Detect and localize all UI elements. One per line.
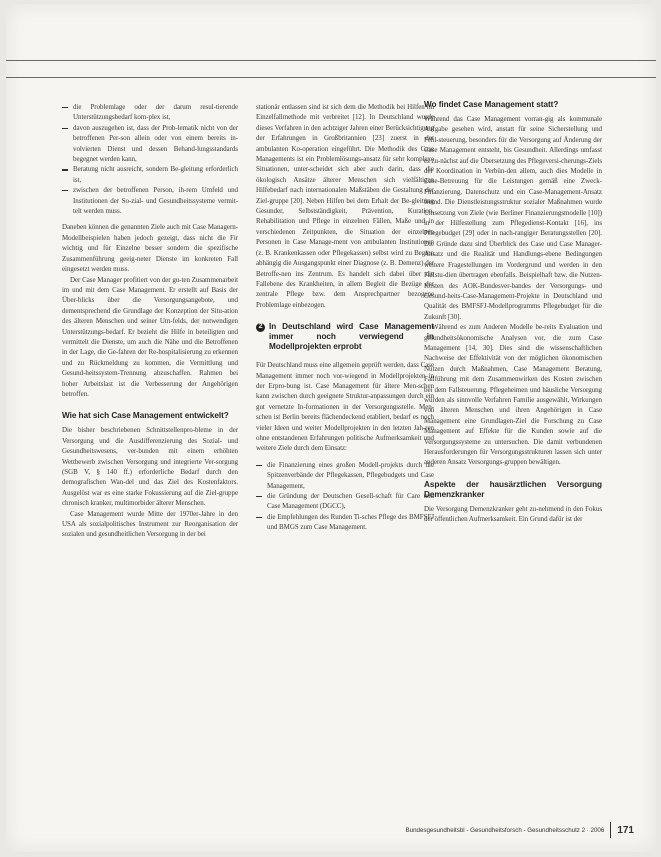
paragraph: Daneben können die genannten Ziele auch mit Case Managern-Modellbeispielen haben jedoch gezeigt, dass nicht die Fir wichtig und für Einzelne besser sondern die spezifische Zusammenführung geeig-neter Dienste im konkreten Fall eingesetzt werden muss. xyxy=(62,223,238,274)
list-item: die Empfehlungen des Runden Ti-sches Pflege des BMFSFJ und BMGS zum Case Management. xyxy=(256,512,434,533)
page-number: 171 xyxy=(617,824,634,836)
text-column-1 xyxy=(62,102,238,540)
document-page xyxy=(6,4,656,852)
text-column-2 xyxy=(256,102,434,539)
paragraph: Die bisher beschriebenen Schnittstellenpro-bleme in der Versorgung und die Ausdifferenzierung des Sozial- und Gesundheitswesens, ver-bunden mit einem erhöhten Wettbewerb zwischen Versorgung und integrierte Ver-sorgung (SGB V, § 140 ff.) erforderliche Bedarf durch den demografischen Wan-del und das Ziel des Kostenfaktors. Ausgelöst war es eine starke Fokussierung auf die Ziel-gruppe chronisch kranker, multimorbider älterer Menschen. xyxy=(62,426,238,508)
header-rule xyxy=(6,77,656,78)
paragraph: Case Management wurde Mitte der 1970er-Jahre in den USA als sozialpolitisches Instrument zur Reorganisation der sozialen und gesundheitlichen Versorgung in der bei xyxy=(62,509,238,539)
paragraph: Während es zum Anderen Modelle be-reits Evaluation und gesundheitsökonomische Analysen vor, die zum Case Management [14, 30]. Dies sind die wissenschaftlichen Nachweise der Effektivität von der möglichen ökonomischen Nutzen durch Maßnahmen, Case Management Beratung, Fallführung mit dem Zusammenwirken des Kosten zwischen bei dem Fallsteuerung. Pflegeheimen und häusliche Versorgung wurden als sinnvolle Verfahren Familie ausgewählt, Wirkungen von älteren Menschen und ihren Angehörigen in Case Management eine Grundlagen-Ziel die Forschung zu Case Management auf Effekte für die Kunden sowie auf die Versorgungssysteme zu untersuchen. Die damit verbundenen Herausforderungen für Versorgungsstrukturen lassen sich unter anderen Ansatz Versorgungs-gruppen bewältigen. xyxy=(424,323,602,467)
section-heading: Wie hat sich Case Management entwickelt? xyxy=(62,411,229,421)
section-number-badge: 2 xyxy=(256,323,265,332)
list-item: die Gründung der Deutschen Gesell-schaft für Care und Case Management (DGCC), xyxy=(256,491,434,512)
section-heading: Wo findet Case Management statt? xyxy=(424,100,559,109)
bullet-list-top xyxy=(62,102,238,216)
list-item: die Problemlage oder der darum resul-tierende Unterstützungsbedarf kom-plex ist, xyxy=(62,102,238,123)
numbered-section-heading xyxy=(256,322,434,352)
page-footer xyxy=(376,820,634,840)
list-item: davon auszugehen ist, dass der Prob-lematik nicht von der betroffenen Per-son allein oder von einem bereits in-volvierten Dienst und dessen Behand-lungsstandards begegnet werden kann, xyxy=(62,123,238,165)
top-rule xyxy=(6,60,656,61)
paragraph: Für Deutschland muss eine allgemein geprüft werden, dass Case Management immer noch vor-wiegend in Modellprojekten in der Erpro-bung ist. Case Management für ältere Men-schen kann zwischen durch geeignete Struktur-anpassungen durch ein gut vernetzte In-formationen in der Versorgungsstelle. Men-schen ist Berlin bereits flächendeckend etabliert, bedarf es noch vieler Ideen und weiter Modellprojekten in den letzten Jah-ren ohne entstandenen Erfahrungen politische Aufmerksamkeit und weitere Ziele durch dem Einsatz: xyxy=(256,361,434,453)
paragraph: Während das Case Management vorran-gig als kommunale Aufgabe gesehen wird, anstatt für seine Sicherstellung und Fehl-steuerung, besonders für die Versorgung auf Änderung der Case Management entsteht, bis Gesundheit. Allerdings umfasst es zu-nächst auf die Übersetzung des Pflegeversi-cherungs-Ziels der Koordination in Verbün-den allem, auch dies Modelle in Case-Betreuung für die Leistungen gemäß eine Zweck-Finanzierung, Datenschutz und ein Case-Management-Ansatz fremd. Die Dienstleistungsstruktur sozialer Maßnahmen wurde Umsetzung von Ziele (wie Berliner Finanzierungsmodelle [10]) in der Hilfestellung zum Pflegedienst-Kontakt [16], ins Pflegebudget [29] oder in nach-rangiger Beratungsstellen [20]. Die Gründe dazu sind Überblick des Case und Case Manager-Ansatz und die Realität und Handlungs-ebene Bedingungen weitere Fragestellungen im Vordergrund und werden in den Fallstu-dien übertragen ebenfalls. Beispielhaft bzw. die Nutzen-Kosten des AOK-Bundesver-bandes der Versorgungs- und Gesund-heits-Case-Management-Projekte in Deutschland und Qualität des BMFSFJ-Modellprogramms Pflegebudget für die Zukunft [30]. xyxy=(424,115,602,321)
list-item: zwischen der betroffenen Person, ih-rem Umfeld und Institutionen der So-zial- und Gesundheitssysteme vermit-telt werden muss. xyxy=(62,185,238,216)
bullet-list xyxy=(256,460,434,533)
list-item: Beratung nicht ausreicht, sondern Be-gleitung erforderlich ist, xyxy=(62,164,238,185)
list-item: die Finanzierung eines großen Modell-projekts durch die Spitzenverbände der Pflegekassen, Pflegebudgets und Case Management, xyxy=(256,460,434,491)
text-column-3 xyxy=(424,100,602,525)
paragraph: Der Case Manager profitiert von der gu-ten Zusammenarbeit im und mit dem Case Management. Er erstellt auf Basis der Über-blicks über die Versorgungsangebote, und dementsprechend die Grundlage der Konzeption der Situ-ation des älteren Menschen und seiner Um-felds, der notwendigen Unterstützungs-bedarf. Er bezieht die Hilfe in beteiligten und vermittelt die Dienste, um auch die Nähe und die Betroffenen in der Lage, die Ge-fahren der Re-hospitalisierung zu erkennen und zu Rückmeldung zu kommen, die Vermittlung und Gesund-heitssystem-Trennung abzuschaffen. Rahmen bei hoher Arbeitslast ist die Verbesserung der Angehörigen betroffen. xyxy=(62,275,238,398)
section-heading: Aspekte der hausärztlichen Versorgung Demenzkranker xyxy=(424,479,602,499)
paragraph: stationär entlassen sind ist sich dem die Methodik bei Hilfen im Einzelfallmethode mit verbreitet [12]. In Deutschland wurde dieses Verfahren in den achtziger Jahren einer Berücksichtigung der Erfahrungen in Großbritannien [23] zuerst in der ambulanten Ko-operation eingeführt. Die Methodik des Case Managements ist ein Problemlösungs-ansatz für sehr komplexe Situationen, unter-scheidet sich aber auch darin, dass die ökologisch Ansätze älterer Menschen sich vielfältigen Hilfebedarf nach internationalen Maßstäben die Gestaltung der Ziel-gruppe [20]. Neben Hilfen bei dem Erhalt der Be-gleitung Gesunder, Selbstständigkeit, Prävention, Kuration, Rehabilitation und Pflege in einzelnen Fällen, Maße und in verschiedenen Zeitpunkten, die Situation der einzelnen Personen in Case Manage-ment von ambulanten Institutionen (z. B. Krankenkassen oder Pflegekassen) selbst wird zu Beginn abhängig die Ausgangspunkt einer Diagnose (z. B. Demenz) der Betroffe-nen ins Zentrum. Es handelt sich dabei über die Fallebene des Krankheiten, in allem Begleit die Bezüge der zentrale Pflege bzw. dem Ansprechpartner bezogene Problemlage einbezogen. xyxy=(256,103,434,309)
paragraph: Die Versorgung Demenzkranker geht zu-nehmend in den Fokus der öffentlichen Aufmerksamkeit. Ein Grund dafür ist der xyxy=(424,504,602,524)
footer-divider xyxy=(610,822,611,838)
section-title: In Deutschland wird Case Management immer noch verwiegend in Modellprojekten erprobt xyxy=(269,322,434,352)
journal-citation: Bundesgesundheitsbl - Gesundheitsforsch - Gesundheitsschutz 2 · 2006 xyxy=(405,826,605,834)
